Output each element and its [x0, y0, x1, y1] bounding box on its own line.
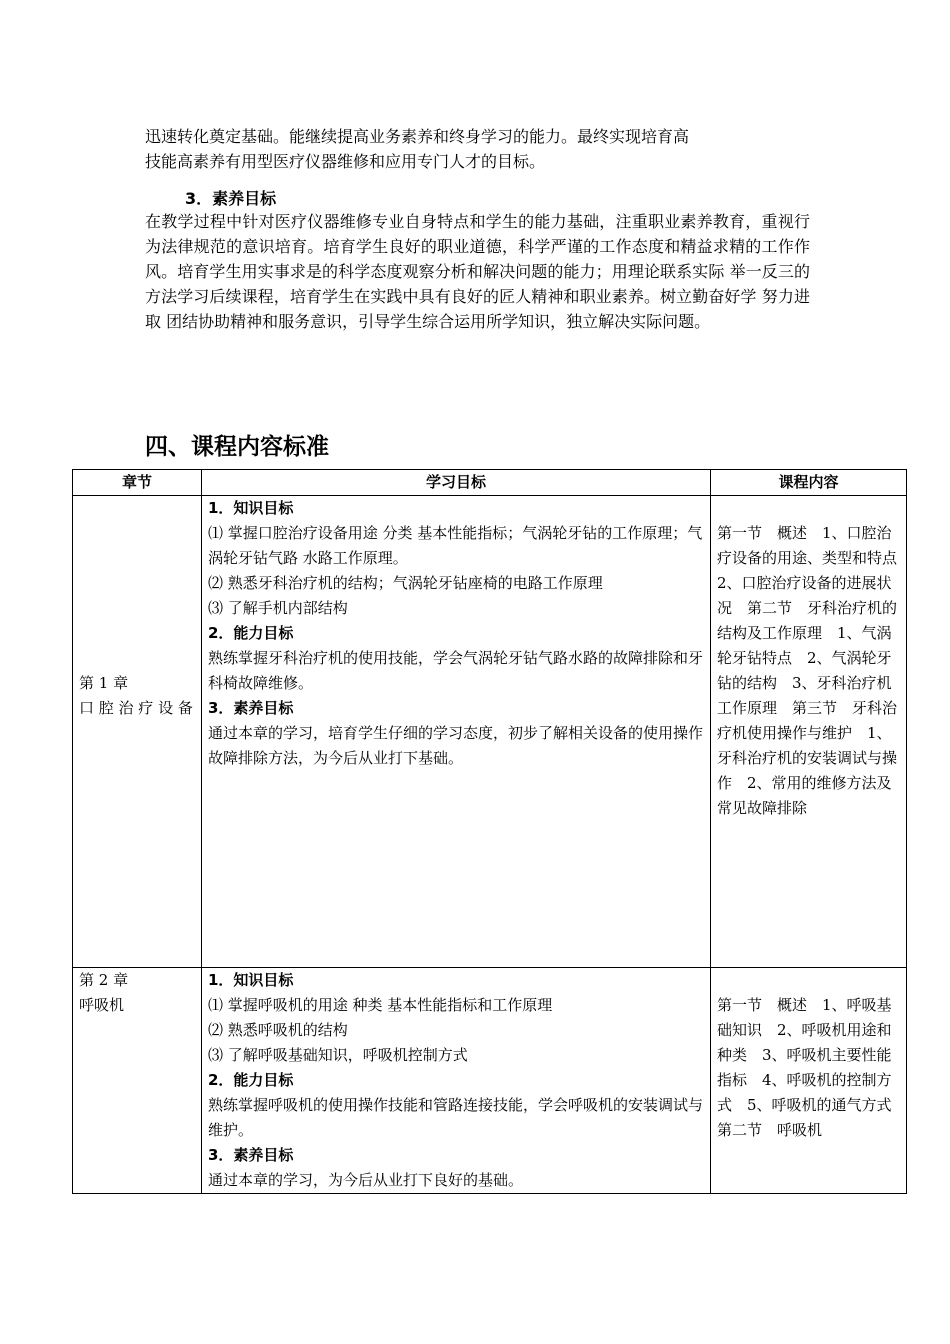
intro-line-1: 迅速转化奠定基础。能继续提高业务素养和终身学习的能力。最终实现培育高 [145, 127, 690, 146]
quality-goal-cell-text: 通过本章的学习，培育学生仔细的学习态度，初步了解相关设备的使用操作 故障排除方法，为今后从业打下基础。 [208, 724, 704, 767]
goals-cell [202, 496, 711, 968]
quality-goal-title: 3．素养目标 [208, 1146, 294, 1164]
goals-cell [202, 968, 711, 1194]
ability-goal-text: 熟练掌握呼吸机的使用操作技能和管路连接技能，学会呼吸机的安装调试与维护。 [208, 1096, 704, 1139]
header-learning-goals: 学习目标 [202, 470, 711, 496]
header-chapter: 章节 [73, 470, 202, 496]
quality-goal-text: 在教学过程中针对医疗仪器维修专业自身特点和学生的能力基础，注重职业素养教育，重视行为法律规范的意识培育。培育学生良好的职业道德，科学严谨的工作态度和精益求精的工作作风。培育学生用实事求是的科学态度观察分析和解决问题的能力；用理论联系实际 举一反三的方法学习后续课程，培育学生在实践中具有良好的匠人精神和职业素养。树立勤奋好学 努力进取 团结协助精神和服务意识，引导学生综合运用所学知识，独立解决实际问题。 [145, 212, 810, 331]
intro-line-2: 技能高素养有用型医疗仪器维修和应用专门人才的目标。 [145, 152, 546, 171]
ability-goal-text: 熟练掌握牙科治疗机的使用技能，学会气涡轮牙钻气路水路的故障排除和牙科椅故障维修。 [208, 649, 704, 692]
chapter-number: 第 1 章 [79, 674, 129, 692]
table-row [73, 496, 907, 968]
chapter-title: 口 腔 治 疗 设 备 [79, 699, 193, 717]
quality-goal-paragraph [145, 209, 810, 334]
content-cell [711, 496, 913, 968]
knowledge-goal-item: ⑶ 了解手机内部结构 [208, 599, 348, 617]
course-content-text: 第一节 概述 1、口腔治疗设备的用途、类型和特点 2、口腔治疗设备的进展状况 第二节 牙科治疗机的结构及工作原理 1、气涡轮牙钻特点 2、气涡轮牙钻的结构 3、牙科治疗机工作原理 第三节 牙科治疗机使用操作与维护 1、牙科治疗机的安装调试与操作 2、常用的维修方法及常见故障排除 [717, 524, 913, 817]
ability-goal-title: 2．能力目标 [208, 624, 294, 642]
quality-goal-cell-text: 通过本章的学习，为今后从业打下良好的基础。 [208, 1171, 524, 1189]
course-content-table [72, 469, 913, 1194]
knowledge-goal-title: 1．知识目标 [208, 971, 294, 989]
content-cell [711, 968, 907, 1194]
knowledge-goal-title: 1．知识目标 [208, 499, 294, 517]
header-course-content: 课程内容 [711, 470, 907, 496]
knowledge-goal-item: ⑴ 掌握口腔治疗设备用途 分类 基本性能指标；气涡轮牙钻的工作原理；气涡轮牙钻气路 水路工作原理。 [208, 524, 703, 567]
ability-goal-title: 2．能力目标 [208, 1071, 294, 1089]
knowledge-goal-item: ⑵ 熟悉呼吸机的结构 [208, 1021, 348, 1039]
section-title: 四、课程内容标准 [145, 434, 329, 460]
quality-goal-title: 3．素养目标 [208, 699, 294, 717]
knowledge-goal-item: ⑴ 掌握呼吸机的用途 种类 基本性能指标和工作原理 [208, 996, 553, 1014]
course-content-text: 第一节 概述 1、呼吸基础知识 2、呼吸机用途和种类 3、呼吸机主要性能指标 4、呼吸机的控制方式 5、呼吸机的通气方式 第二节 呼吸机 [717, 996, 907, 1139]
chapter-title: 呼吸机 [79, 996, 125, 1014]
table-row [73, 968, 907, 1194]
quality-goal-heading: 3．素养目标 [185, 189, 277, 208]
chapter-cell [73, 968, 202, 1194]
chapter-number: 第 2 章 [79, 971, 129, 989]
table-header-row [73, 470, 907, 496]
intro-paragraph [145, 124, 810, 174]
chapter-cell [73, 496, 202, 968]
knowledge-goal-item: ⑵ 熟悉牙科治疗机的结构；气涡轮牙钻座椅的电路工作原理 [208, 574, 603, 592]
knowledge-goal-item: ⑶ 了解呼吸基础知识，呼吸机控制方式 [208, 1046, 468, 1064]
